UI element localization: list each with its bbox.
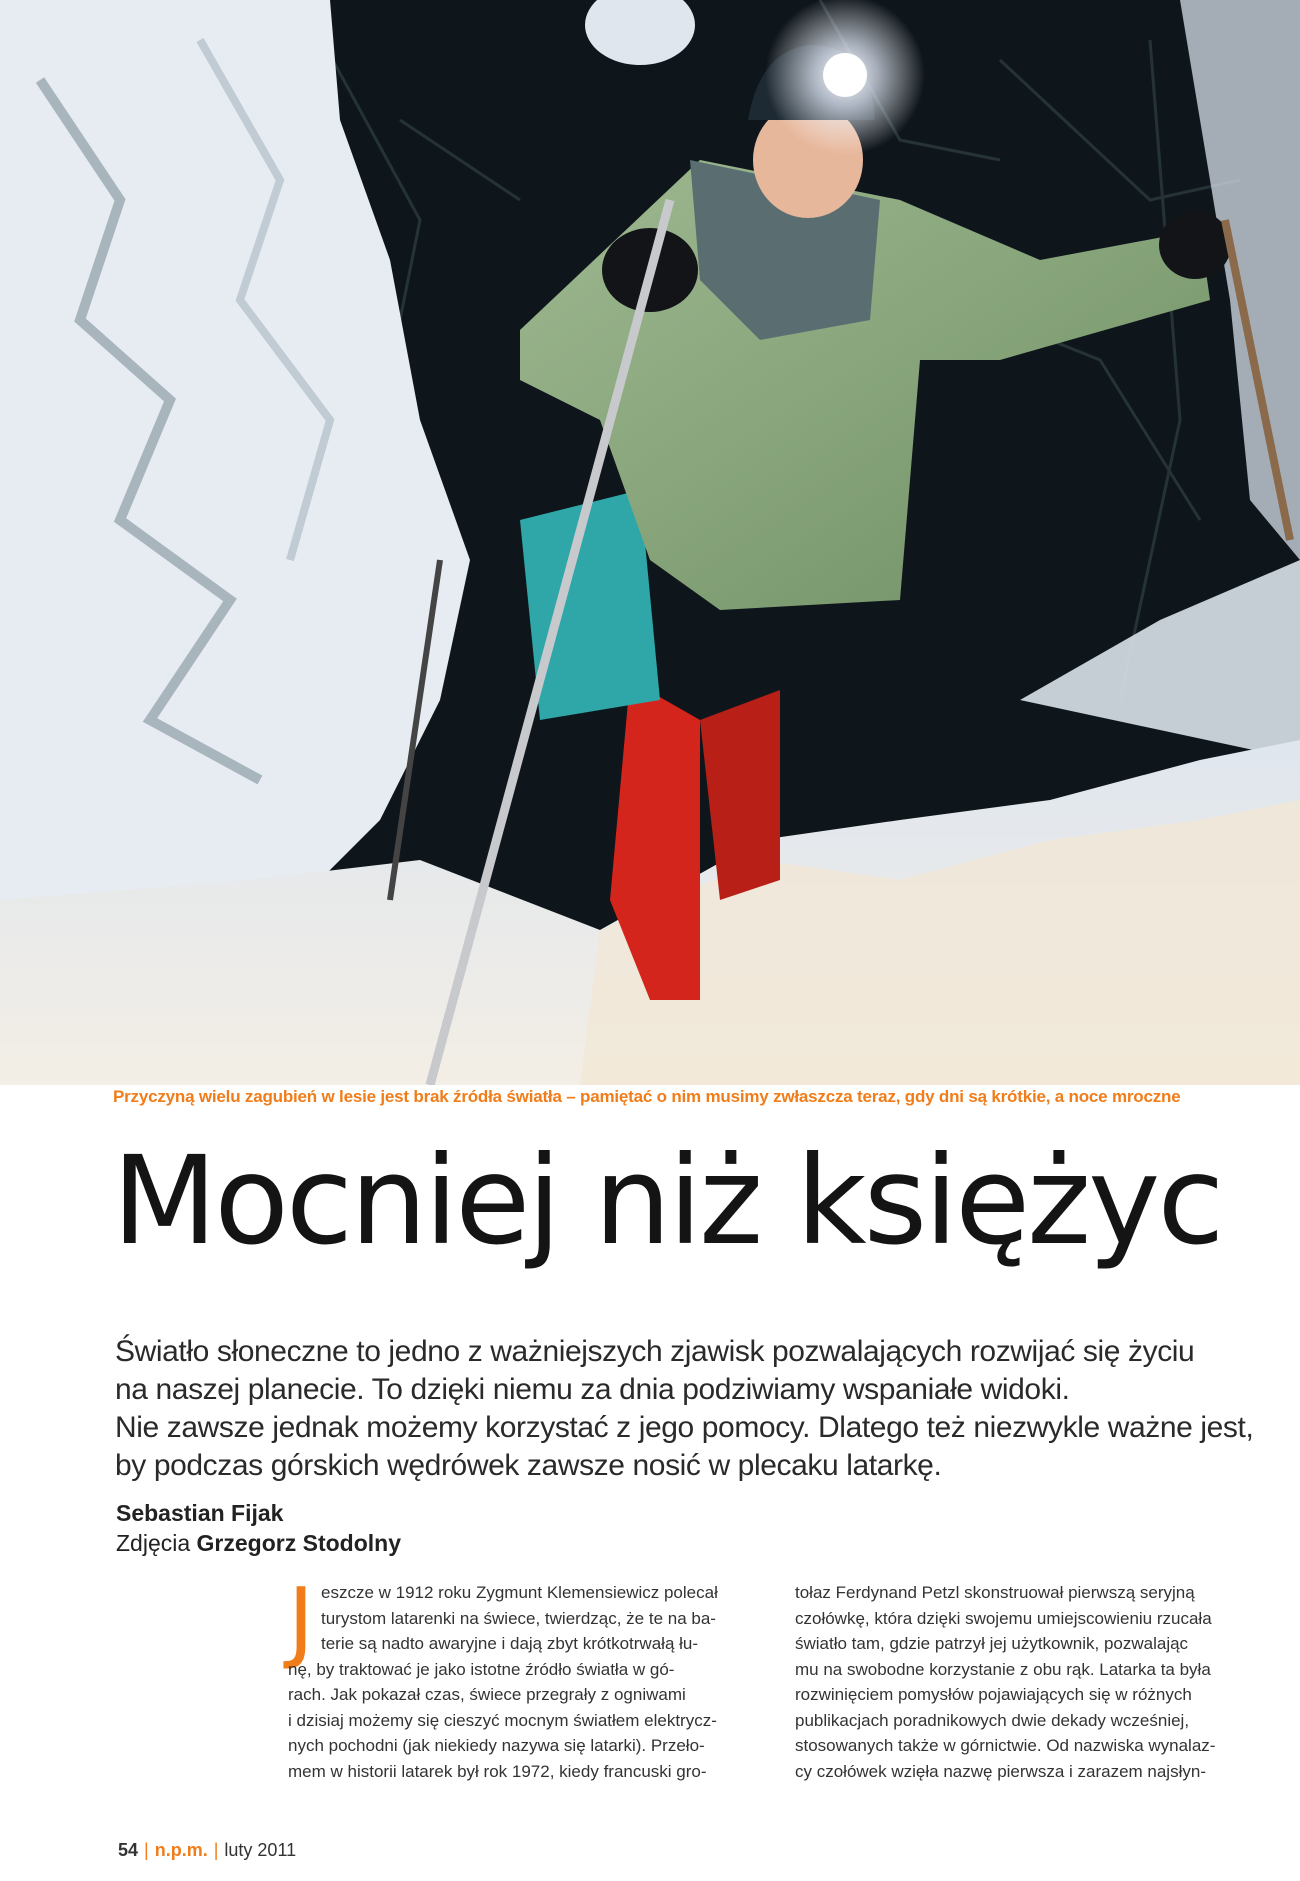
- photographer-name: Grzegorz Stodolny: [196, 1530, 401, 1556]
- byline: [116, 1498, 401, 1558]
- body-line: i dzisiaj możemy się cieszyć mocnym światłem elektrycz-: [288, 1710, 717, 1730]
- body-line: czołówkę, która dzięki swojemu umiejscowieniu rzucała: [795, 1608, 1212, 1628]
- body-line: rozwinięciem pomysłów pojawiających się w różnych: [795, 1685, 1192, 1704]
- issue-date: luty 2011: [224, 1840, 297, 1860]
- body-column-1: [288, 1569, 743, 1784]
- body-line: cy czołówek wzięła nazwę pierwsza i zarazem najsłyn-: [795, 1761, 1206, 1781]
- body-line: publikacjach poradnikowych dwie dekady wcześniej,: [795, 1710, 1190, 1730]
- footer-separator: |: [144, 1840, 149, 1860]
- page-number: 54: [118, 1840, 139, 1860]
- lead-line: Światło słoneczne to jedno z ważniejszych zjawisk pozwalających rozwijać się życiu: [115, 1335, 1195, 1368]
- body-line: światło tam, gdzie patrzył jej użytkownik, pozwalając: [795, 1634, 1189, 1653]
- body-line: tołaz Ferdynand Petzl skonstruował pierwszą seryjną: [795, 1583, 1195, 1602]
- lead-line: by podczas górskich wędrówek zawsze nosić w plecaku latarkę.: [115, 1449, 942, 1482]
- body-line: eszcze w 1912 roku Zygmunt Klemensiewicz polecał: [321, 1583, 718, 1602]
- photo-caption: Przyczyną wielu zagubień w lesie jest brak źródła światła – pamiętać o nim musimy zwłaszcza teraz, gdy dni są krótkie, a noce mroczne: [113, 1087, 1181, 1106]
- magazine-name: n.p.m.: [154, 1840, 208, 1860]
- body-line: nych pochodni (jak niekiedy nazywa się latarki). Przeło-: [288, 1736, 705, 1755]
- body-line: nę, by traktować je jako istotne źródło światła w gó-: [288, 1659, 675, 1679]
- body-line: stosowanych także w górnictwie. Od nazwiska wynalaz-: [795, 1736, 1216, 1755]
- lead-line: na naszej planecie. To dzięki niemu za dnia podziwiamy wspaniałe widoki.: [115, 1373, 1070, 1406]
- page-footer: [118, 1840, 296, 1861]
- body-line: mu na swobodne korzystanie z obu rąk. Latarka ta była: [795, 1659, 1211, 1679]
- drop-cap: J: [288, 1569, 314, 1672]
- body-line: rach. Jak pokazał czas, świece przegrały z ogniwami: [288, 1685, 686, 1704]
- photo-credit: [116, 1528, 401, 1558]
- body-line: turystom latarenki na świece, twierdząc, że te na ba-: [321, 1608, 716, 1628]
- article-title: Mocniej niż księżyc: [112, 1130, 1222, 1272]
- footer-separator: |: [213, 1840, 219, 1860]
- body-column-2: [795, 1580, 1250, 1784]
- article-lead: [115, 1333, 1265, 1485]
- lead-line: Nie zawsze jednak możemy korzystać z jego pomocy. Dlatego też niezwykle ważne jest,: [115, 1411, 1254, 1444]
- body-line: terie są nadto awaryjne i dają zbyt krótkotrwałą łu-: [321, 1634, 699, 1653]
- body-line: mem w historii latarek był rok 1972, kiedy francuski gro-: [288, 1761, 707, 1781]
- photo-credit-label: Zdjęcia: [116, 1530, 191, 1556]
- author-name: Sebastian Fijak: [116, 1500, 284, 1526]
